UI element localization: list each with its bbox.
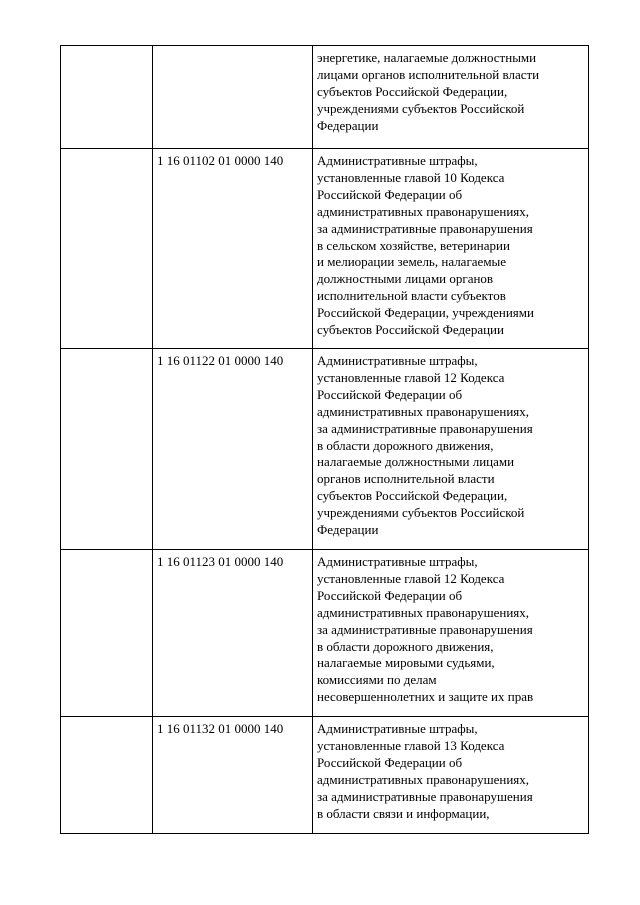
income-code-cell [153, 46, 313, 149]
description-line: установленные главой 12 Кодекса [317, 369, 505, 385]
description-line: в области связи и информации, [317, 805, 490, 821]
description-line: комиссиями по делам [317, 672, 437, 688]
description-cell [313, 149, 589, 349]
description-line: учреждениями субъектов Российской [317, 100, 525, 116]
description-line: за административные правонарушения [317, 788, 533, 804]
description-line: Российской Федерации, учреждениями [317, 305, 534, 321]
description-line: за административные правонарушения [317, 420, 533, 436]
description-line: административных правонарушениях, [317, 403, 529, 419]
description-cell [313, 717, 589, 834]
description-line: Административные штрафы, [317, 554, 478, 569]
admin-code-cell [61, 149, 153, 349]
description-line: лицами органов исполнительной власти [317, 66, 540, 82]
table-row [61, 550, 589, 717]
description-line: Российской Федерации об [317, 186, 463, 202]
budget-codes-table [60, 45, 589, 834]
table-row [61, 717, 589, 834]
description-line: за административные правонарушения [317, 621, 533, 637]
description-line: административных правонарушениях, [317, 604, 529, 620]
description-line: субъектов Российской Федерации, [317, 83, 508, 99]
admin-code-cell [61, 46, 153, 149]
description-line: Федерации [317, 522, 379, 538]
description-line: энергетике, налагаемые должностными [317, 50, 537, 65]
admin-code-cell [61, 717, 153, 834]
description-cell [313, 349, 589, 550]
description-line: Административные штрафы, [317, 721, 478, 736]
table-body [61, 46, 589, 834]
description-line: субъектов Российской Федерации, [317, 488, 508, 504]
description-line: исполнительной власти субъектов [317, 288, 506, 304]
description-line: несовершеннолетних и защите их прав [317, 689, 534, 705]
table-row [61, 149, 589, 349]
income-code-cell: 1 16 01123 01 0000 140 [153, 550, 313, 717]
description-line: административных правонарушениях, [317, 771, 529, 787]
description-line: Российской Федерации об [317, 386, 463, 402]
description-line: Российской Федерации об [317, 754, 463, 770]
description-cell [313, 46, 589, 149]
description-line: органов исполнительной власти [317, 471, 495, 487]
description-line: за административные правонарушения [317, 220, 533, 236]
description-line: налагаемые мировыми судьями, [317, 655, 495, 671]
admin-code-cell [61, 550, 153, 717]
income-code-cell: 1 16 01102 01 0000 140 [153, 149, 313, 349]
description-line: Административные штрафы, [317, 353, 478, 368]
income-code-cell: 1 16 01122 01 0000 140 [153, 349, 313, 550]
description-line: Федерации [317, 117, 379, 133]
description-line: в области дорожного движения, [317, 638, 494, 654]
description-line: Российской Федерации об [317, 587, 463, 603]
table-row [61, 46, 589, 149]
description-line: субъектов Российской Федерации [317, 322, 504, 338]
description-line: установленные главой 12 Кодекса [317, 570, 505, 586]
income-code-cell: 1 16 01132 01 0000 140 [153, 717, 313, 834]
description-line: должностными лицами органов [317, 271, 494, 287]
description-line: налагаемые должностными лицами [317, 454, 515, 470]
description-line: установленные главой 13 Кодекса [317, 737, 505, 753]
description-line: учреждениями субъектов Российской [317, 505, 525, 521]
description-line: в области дорожного движения, [317, 437, 494, 453]
description-line: и мелиорации земель, налагаемые [317, 254, 507, 270]
description-line: административных правонарушениях, [317, 203, 529, 219]
description-line: Административные штрафы, [317, 153, 478, 168]
table-row [61, 349, 589, 550]
description-line: в сельском хозяйстве, ветеринарии [317, 237, 510, 253]
description-line: установленные главой 10 Кодекса [317, 169, 505, 185]
admin-code-cell [61, 349, 153, 550]
description-cell [313, 550, 589, 717]
